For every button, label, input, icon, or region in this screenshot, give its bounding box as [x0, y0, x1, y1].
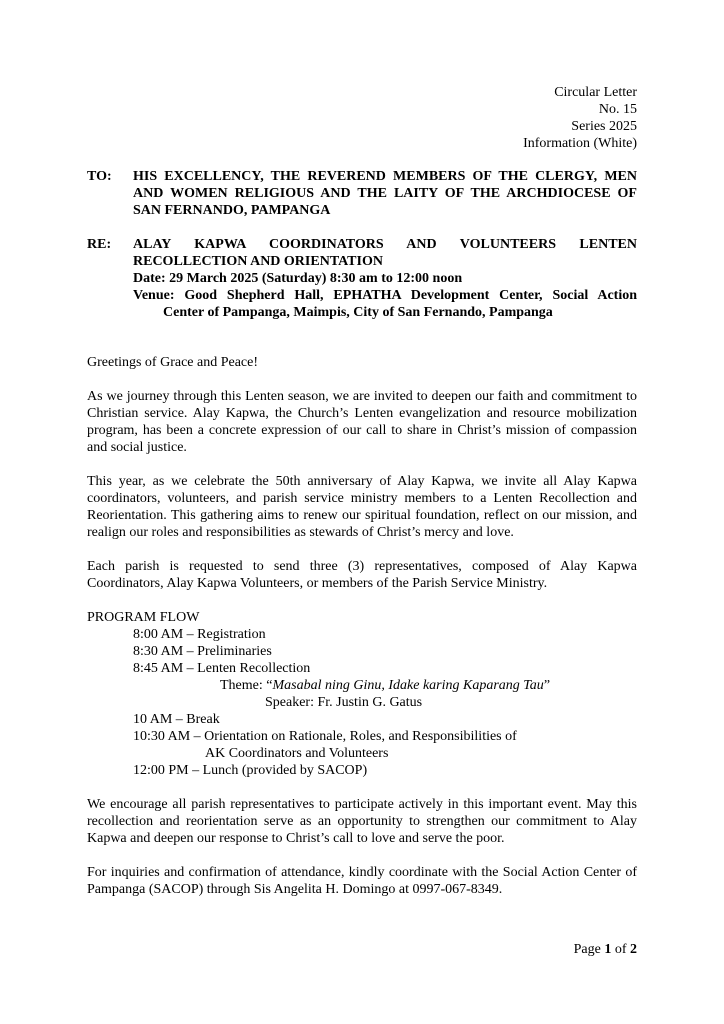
re-venue-line-1: Venue: Good Shepherd Hall, EPHATHA Development Center, Social Action — [133, 288, 637, 303]
to-recipients — [133, 168, 637, 219]
program-item-preliminaries: 8:30 AM – Preliminaries — [133, 644, 272, 659]
program-item-orientation: 10:30 AM – Orientation on Rationale, Roles, and Responsibilities of — [133, 729, 517, 744]
body-paragraph-2: This year, as we celebrate the 50th anniversary of Alay Kapwa, we invite all Alay Kapwa coordinators, volunteers, and parish service ministry members to a Lenten Recollection and Reorientation. This gathering aims to renew our spiritual foundation, reflect on our mission, and realign our roles and responsibilities as stewards of Christ’s mercy and love. — [87, 474, 637, 540]
re-details — [133, 236, 637, 321]
header-doc-type: Circular Letter — [554, 85, 637, 100]
header-classification: Information (White) — [523, 136, 637, 151]
program-speaker-line: Speaker: Fr. Justin G. Gatus — [265, 695, 423, 710]
program-item-recollection: 8:45 AM – Lenten Recollection — [133, 661, 311, 676]
body-paragraph-4: We encourage all parish representatives to participate actively in this important event. May this recollection and reorientation serve as an opportunity to strengthen our commitment to Alay Kapwa and deepen our response to Christ’s call to love and serve the poor. — [87, 797, 637, 846]
to-line-2: AND WOMEN RELIGIOUS AND THE LAITY OF THE ARCHDIOCESE OF — [133, 186, 637, 201]
to-section — [87, 168, 637, 219]
salutation: Greetings of Grace and Peace! — [87, 355, 259, 370]
to-line-3: SAN FERNANDO, PAMPANGA — [133, 203, 331, 218]
letter-header — [87, 84, 637, 152]
program-flow-heading: PROGRAM FLOW — [87, 610, 200, 625]
to-label: TO: — [87, 169, 112, 184]
re-section — [87, 236, 637, 321]
header-doc-number: No. 15 — [598, 102, 637, 117]
theme-close-quote: ” — [543, 678, 551, 693]
body-paragraph-3: Each parish is requested to send three (3) representatives, composed of Alay Kapwa Coordinators, Alay Kapwa Volunteers, or members of the Parish Service Ministry. — [87, 559, 637, 591]
program-item-registration: 8:00 AM – Registration — [133, 627, 266, 642]
program-item-break: 10 AM – Break — [133, 712, 220, 727]
footer-page-number: 1 — [604, 942, 612, 957]
footer-word-page: Page — [573, 942, 601, 957]
re-label: RE: — [87, 237, 112, 252]
footer-total-pages: 2 — [630, 942, 637, 957]
re-subject-line-1: ALAY KAPWA COORDINATORS AND VOLUNTEERS LENTEN — [133, 237, 637, 252]
theme-label: Theme: “ — [220, 678, 273, 693]
header-series: Series 2025 — [571, 119, 637, 134]
footer-word-of: of — [614, 942, 627, 957]
to-line-1: HIS EXCELLENCY, THE REVEREND MEMBERS OF THE CLERGY, MEN — [133, 169, 637, 184]
page-footer — [574, 941, 637, 958]
body-paragraph-5: For inquiries and confirmation of attendance, kindly coordinate with the Social Action Center of Pampanga (SACOP) through Sis Angelita H. Domingo at 0997-067-8349. — [87, 865, 637, 897]
program-theme-line — [220, 677, 637, 694]
re-subject-line-2: RECOLLECTION AND ORIENTATION — [133, 254, 383, 269]
re-date-line: Date: 29 March 2025 (Saturday) 8:30 am to 12:00 noon — [133, 271, 463, 286]
re-venue-line-2: Center of Pampanga, Maimpis, City of San Fernando, Pampanga — [163, 305, 553, 320]
program-item-lunch: 12:00 PM – Lunch (provided by SACOP) — [133, 763, 368, 778]
body-paragraph-1: As we journey through this Lenten season, we are invited to deepen our faith and commitment to Christian service. Alay Kapwa, the Church’s Lenten evangelization and resource mobilization program, has been a concrete expression of our call to share in Christ’s mission of compassion and social justice. — [87, 389, 637, 455]
theme-title: Masabal ning Ginu, Idake karing Kaparang Tau — [272, 678, 544, 693]
program-item-orientation-continued: AK Coordinators and Volunteers — [205, 746, 389, 761]
